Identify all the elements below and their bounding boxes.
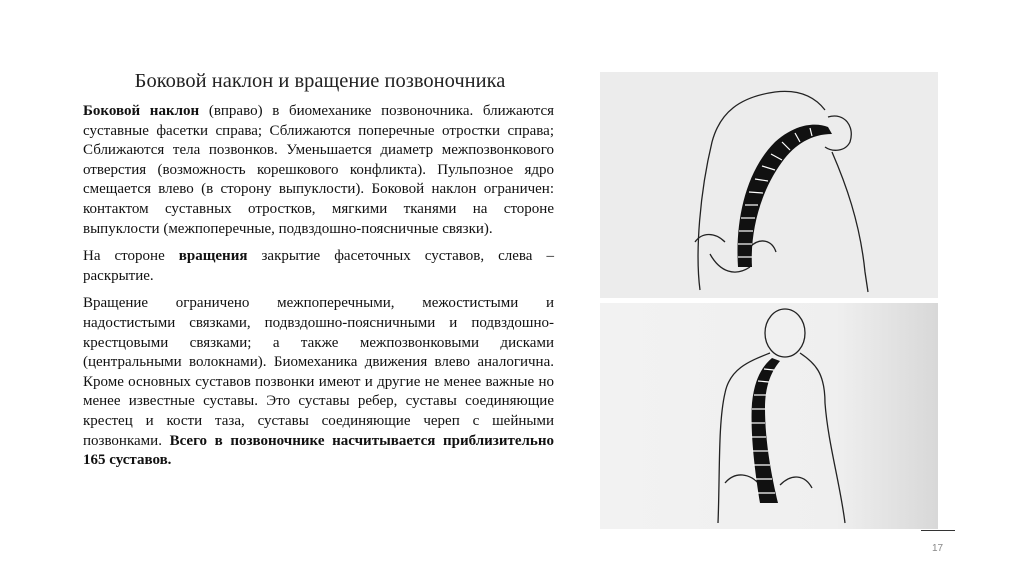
paragraph-text: (вправо) в биомеханике позвоночника. ближаются суставные фасетки справа; Сближаются поперечные отростки справа; Сближаются тела позвонков. Уменьшается диаметр межпозвонкового отверстия (возможность корешкового конфликта). Пульпозное ядро смещается влево (в сторону выпуклости). Боковой наклон ограничен: контактом суставных отростков, мягкими тканями на стороне выпуклости (межпоперечные, подвздошно-поясничные связки). <box>83 103 554 237</box>
paragraph-text: На стороне <box>83 248 179 265</box>
paragraph-text: Вращение ограничено межпоперечными, межостистыми и надостистыми связками, подвздошно-поясничными и подвздошно-крестцовыми связками; а также межпозвонковыми дисками (центральными волокнами). Биомеханика движения влево аналогична. Кроме основных суставов позвонки имеют и другие не менее важные но менее известные суставы. Это суставы ребер, суставы соединяющие крестец и кости таза, суставы соединяющие череп с шейными позвонками. <box>83 295 554 449</box>
spine-lateral-bend-drawing <box>600 72 938 298</box>
bold-term: вращения <box>178 248 248 265</box>
slide-body-text <box>83 102 554 479</box>
paragraph-lateral-bend <box>83 102 554 239</box>
page-number: 17 <box>932 543 944 554</box>
spine-rotation-drawing <box>600 303 938 529</box>
rotation-illustration <box>600 303 938 529</box>
footer-divider <box>921 530 955 531</box>
lateral-bend-illustration <box>600 72 938 298</box>
paragraph-rotation-limits <box>83 294 554 470</box>
slide-title: Боковой наклон и вращение позвоночника <box>134 70 506 92</box>
paragraph-rotation <box>83 247 554 286</box>
paragraph-text: закрытие фасеточных суставов, слева – раскрытие. <box>83 248 554 284</box>
bold-term: Боковой наклон <box>83 103 200 119</box>
bold-conclusion: Всего в позвоночнике насчитывается приблизительно 165 суставов. <box>83 432 554 469</box>
